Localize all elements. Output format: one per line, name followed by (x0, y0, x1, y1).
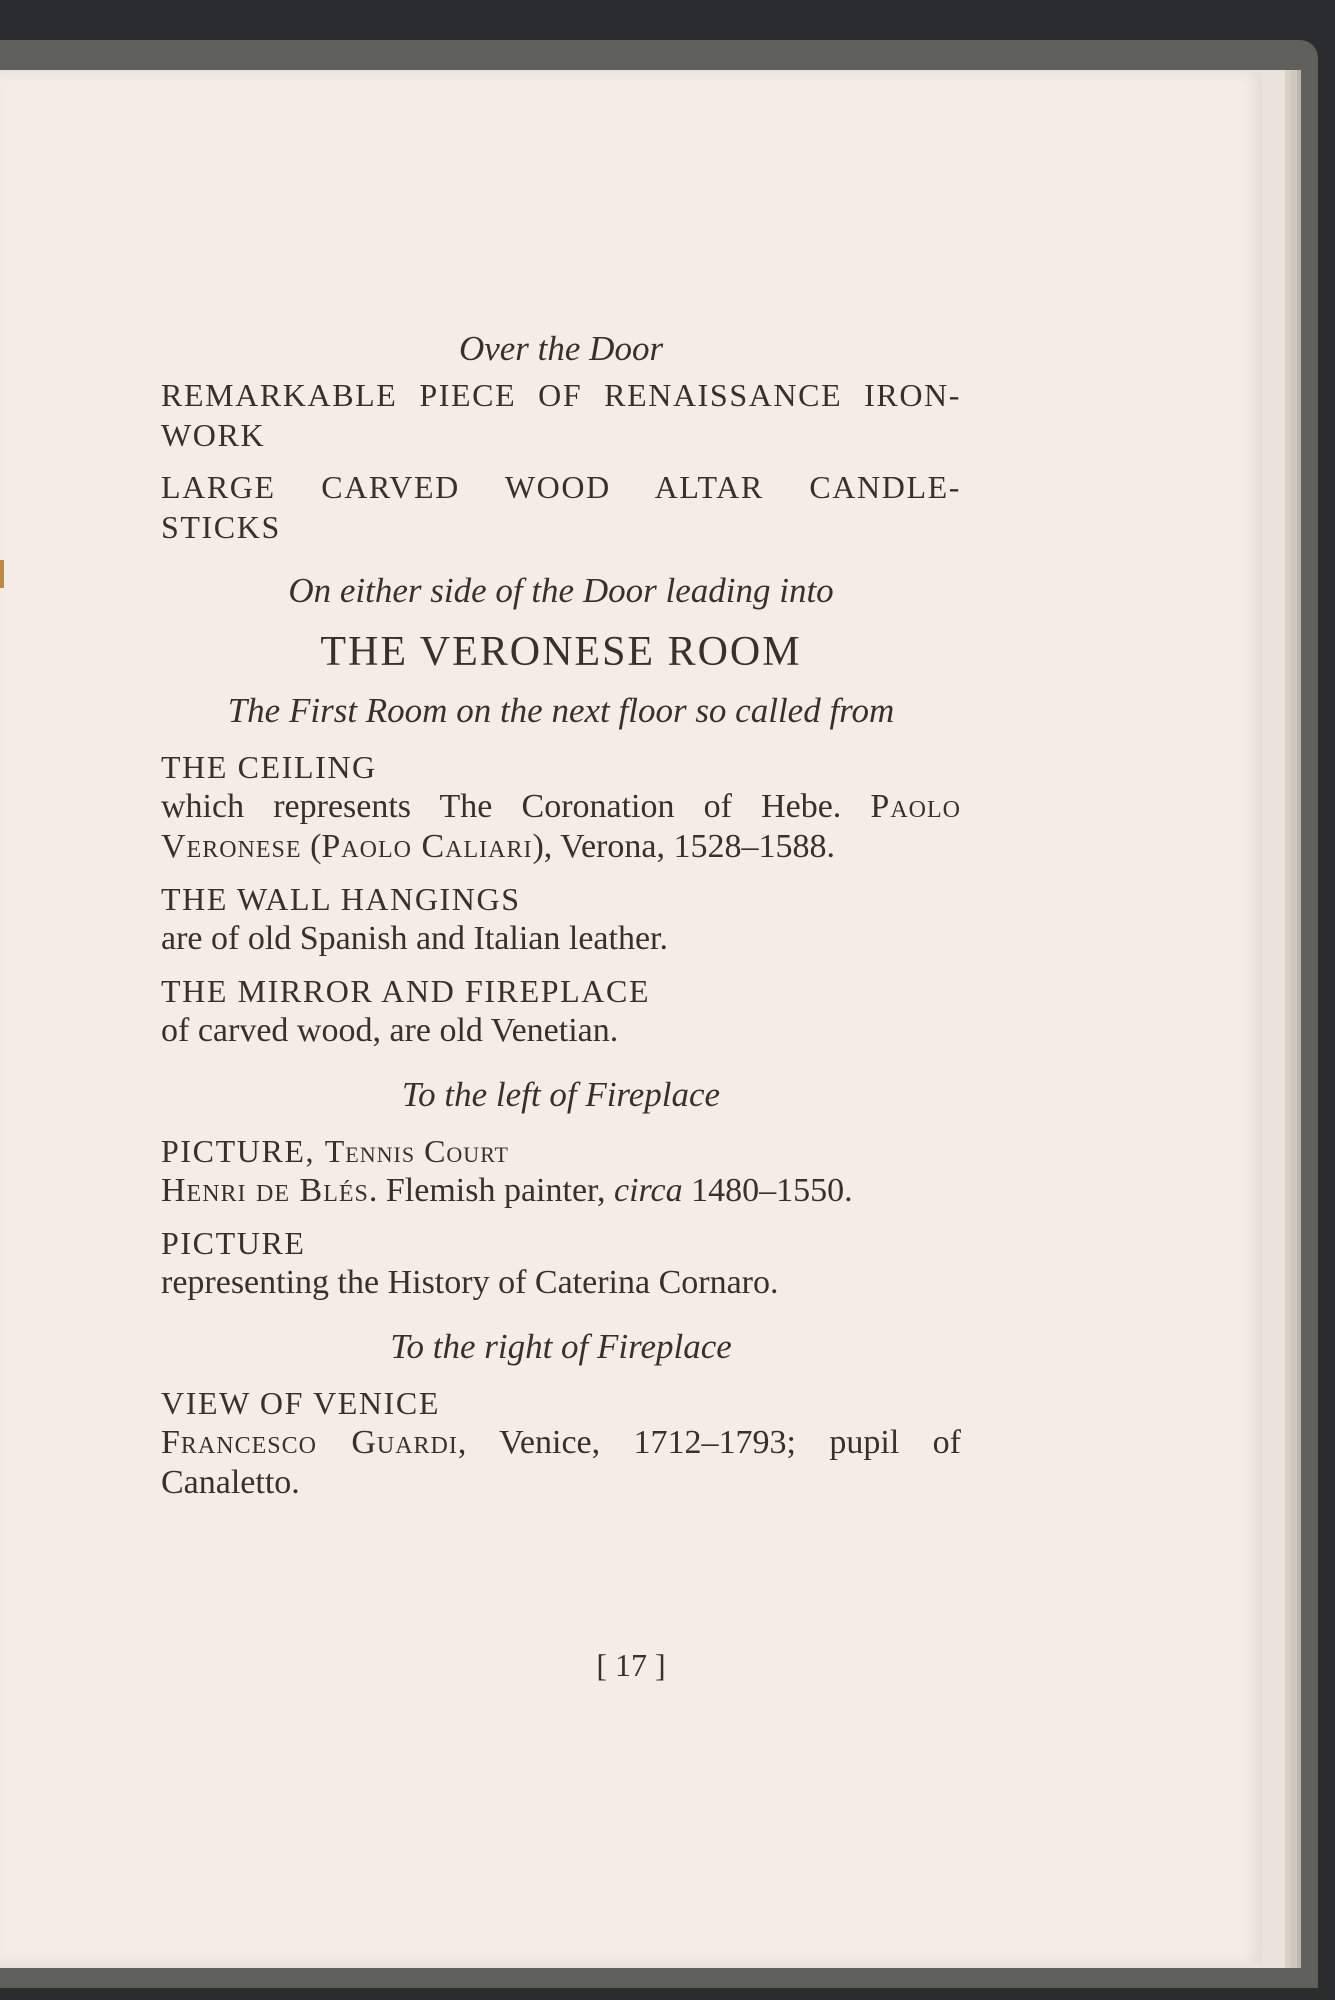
ceiling-desc-prefix: which represents The Coronation of Hebe. (161, 788, 871, 825)
picture1-label: PICTURE, (161, 1133, 325, 1169)
picture1-artist (161, 1171, 961, 1211)
ceiling-title: THE CEILING (161, 749, 377, 785)
heading-right-fireplace: To the right of Fireplace (390, 1327, 732, 1366)
page-text (161, 327, 961, 1503)
paren-open: ( (301, 828, 322, 865)
artist-name-veronese: Veronese (161, 828, 302, 865)
view-artist-line1 (161, 1423, 961, 1463)
item-ironwork-line1: REMARKABLE PIECE OF RENAISSANCE IRON- (161, 377, 961, 413)
wall-hangings-desc: are of old Spanish and Italian leather. (161, 920, 668, 957)
ceiling-desc-line1 (161, 787, 961, 827)
artist-name-guardi: Francesco Guardi (161, 1424, 458, 1461)
picture1-title (161, 1131, 961, 1171)
item-ironwork-line2: WORK (161, 417, 266, 453)
picture1-artist-desc: . Flemish painter, (368, 1172, 614, 1209)
heading-over-door: Over the Door (458, 329, 664, 368)
artist-name-paolo: Paolo (870, 788, 961, 825)
page-number: [ 17 ] (596, 1647, 666, 1683)
heading-left-fireplace: To the left of Fireplace (401, 1075, 721, 1114)
picture2-desc: representing the History of Caterina Cornaro. (161, 1264, 779, 1301)
mirror-desc: of carved wood, are old Venetian. (161, 1012, 619, 1049)
heading-either-side: On either side of the Door leading into (288, 571, 834, 610)
page-tab-mark (0, 560, 4, 588)
view-artist-desc: , Venice, 1712–1793; pupil of (457, 1424, 961, 1461)
item-candlesticks-line1: LARGE CARVED WOOD ALTAR CANDLE- (161, 469, 961, 505)
view-title: VIEW OF VENICE (161, 1385, 440, 1421)
item-candlesticks-line2: STICKS (161, 509, 281, 545)
book-page (0, 72, 1262, 1964)
artist-name-bles: Henri de Blés (161, 1172, 369, 1209)
room-title: THE VERONESE ROOM (320, 629, 802, 675)
picture1-subject: Tennis Court (324, 1133, 509, 1169)
artist-name-caliari: Paolo Caliari (321, 828, 533, 865)
ceiling-desc-line2 (161, 827, 961, 867)
circa-text: circa (614, 1172, 683, 1209)
picture2-title: PICTURE (161, 1225, 306, 1261)
wall-hangings-title: THE WALL HANGINGS (161, 881, 521, 917)
mirror-title: THE MIRROR AND FIREPLACE (161, 973, 651, 1009)
heading-first-room: The First Room on the next floor so called from (227, 691, 895, 730)
ceiling-desc-rest: ), Verona, 1528–1588. (532, 828, 835, 865)
picture1-dates: 1480–1550. (682, 1172, 853, 1209)
view-artist-line2: Canaletto. (161, 1464, 300, 1501)
